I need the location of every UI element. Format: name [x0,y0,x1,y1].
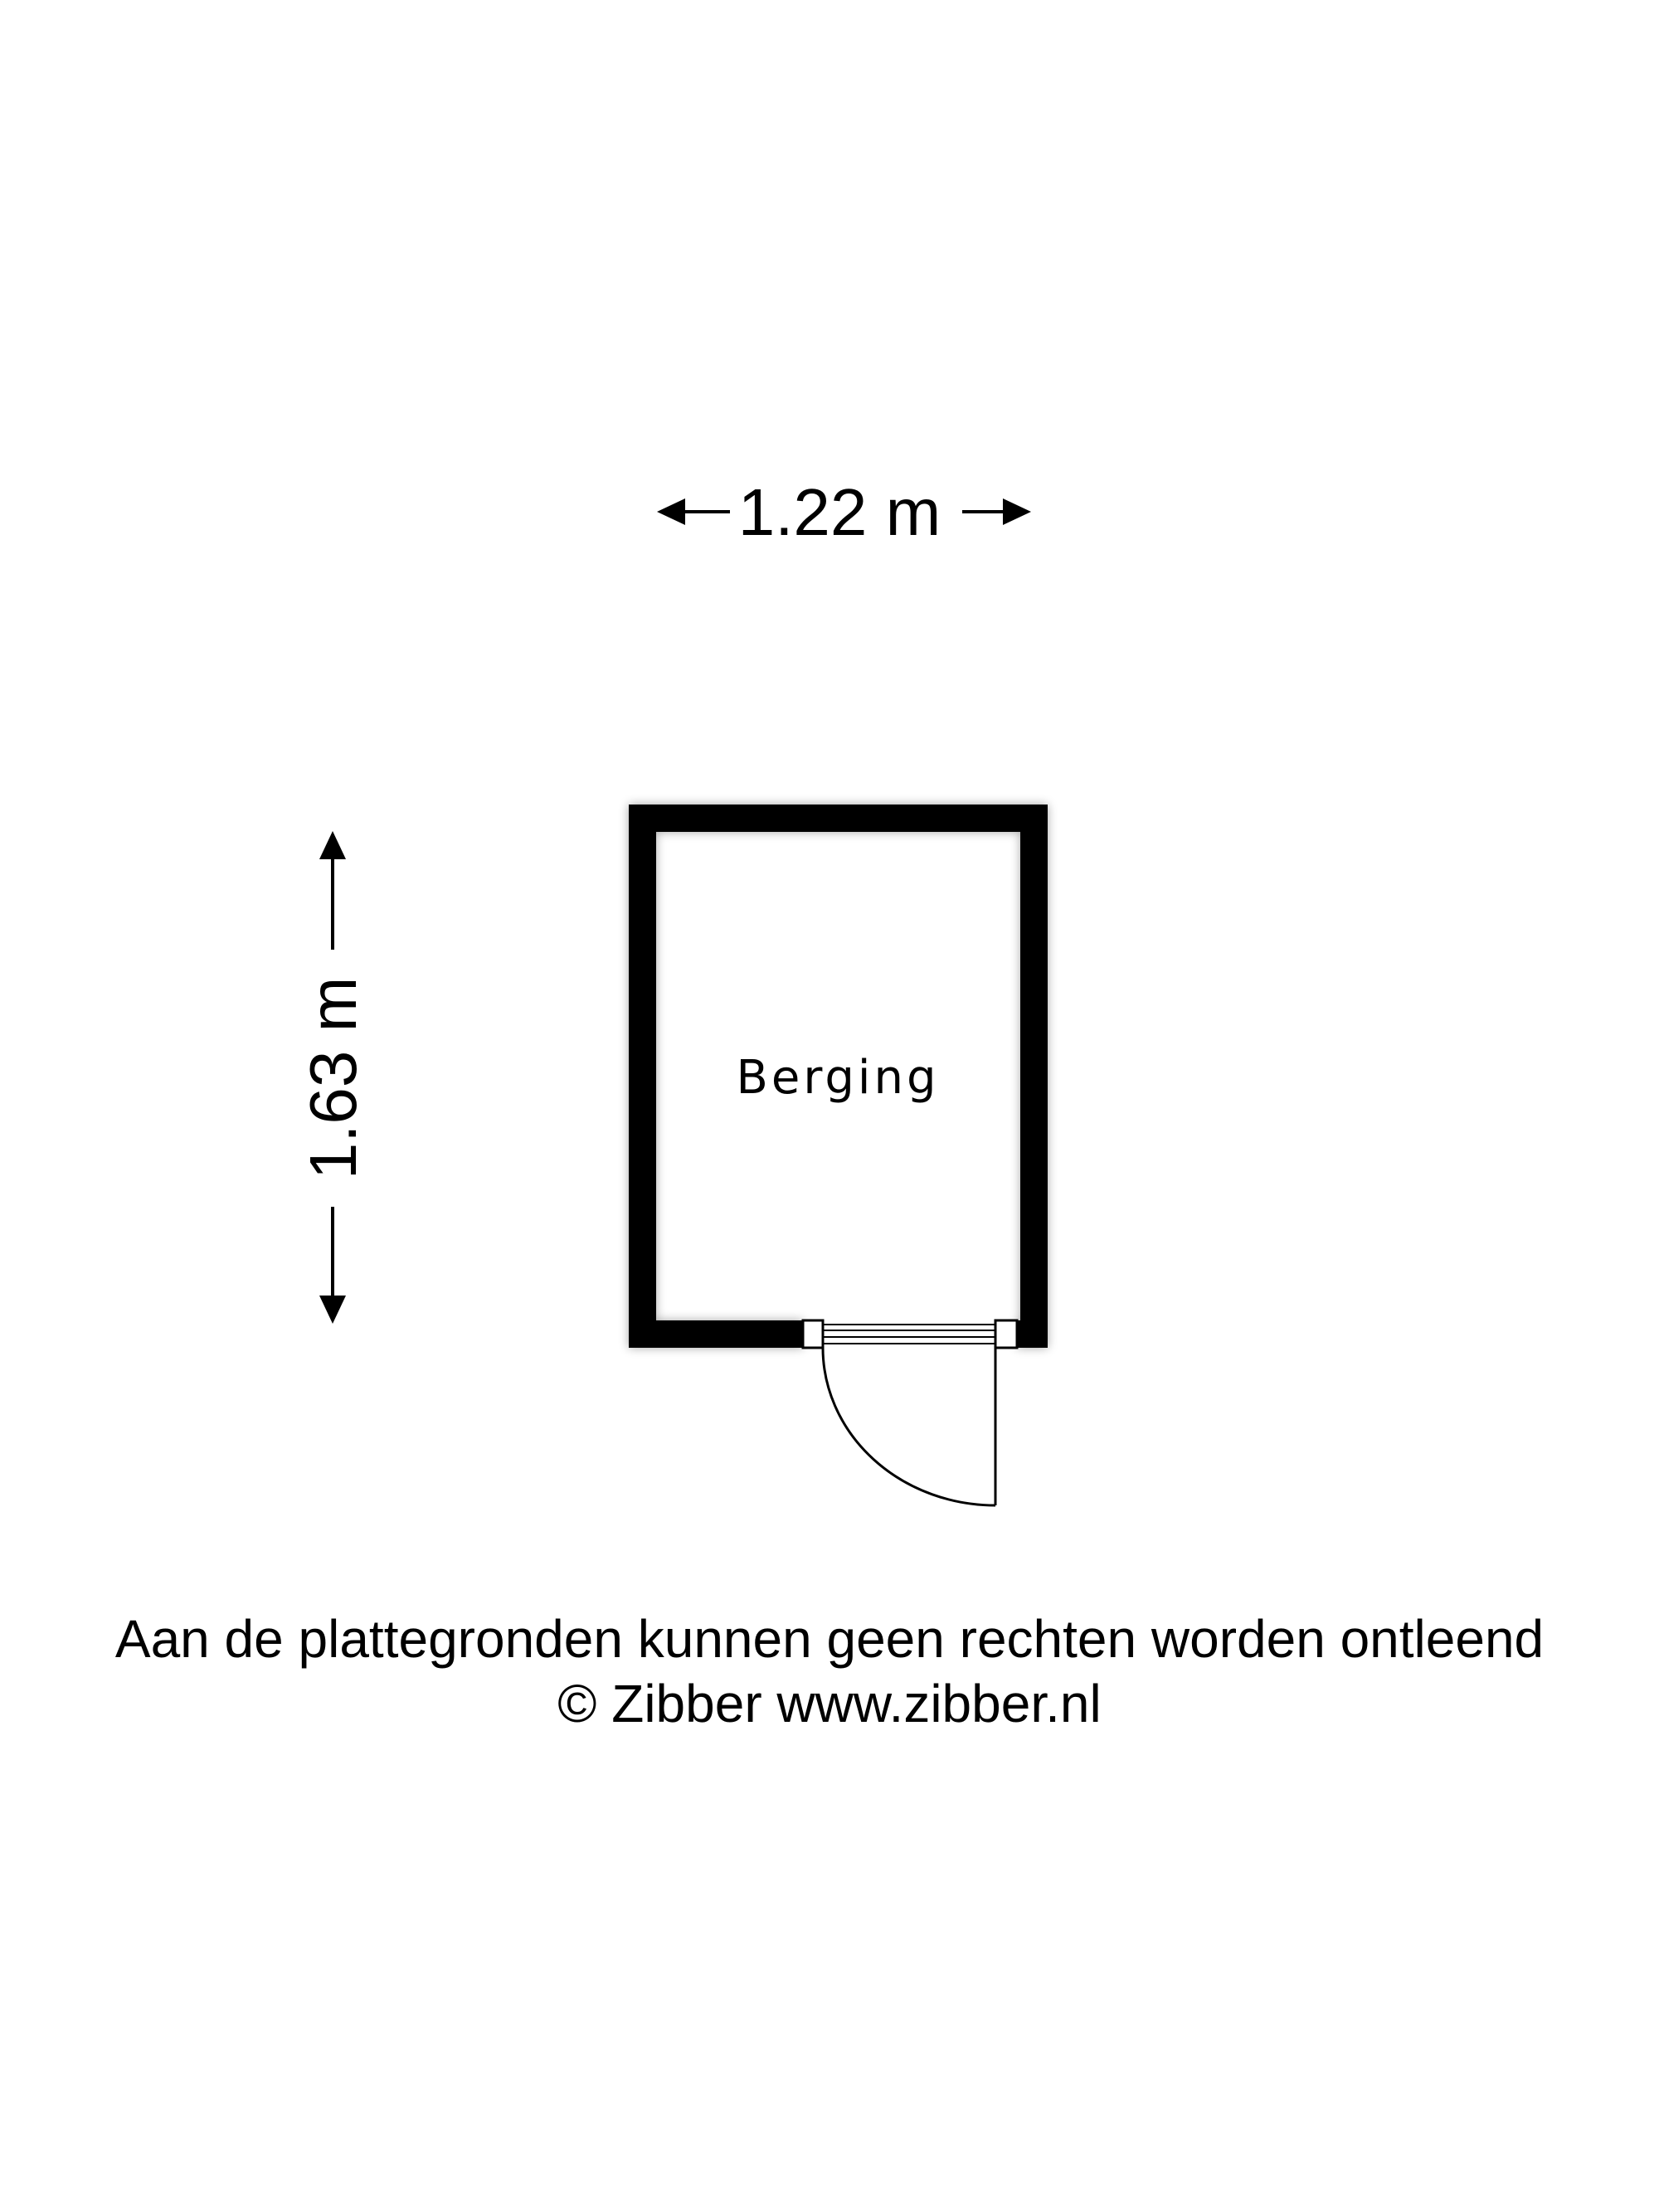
door-arc [823,1348,995,1505]
height-dimension-label: 1.63 m [296,976,370,1180]
wall-left [629,805,656,1348]
width-dimension [657,475,1031,549]
width-dimension-label: 1.22 m [737,475,941,549]
disclaimer-text: Aan de plattegronden kunnen geen rechten worden ontleend [114,1609,1545,1669]
wall-top [629,805,1048,832]
wall-bottom-left [629,1320,803,1348]
door-frame [803,1320,1017,1348]
wall-bottom-right [1017,1320,1048,1348]
wall-right [1020,805,1048,1348]
door-swing [823,1348,995,1505]
room-label-berging: Berging [736,1051,940,1105]
up-arrow-icon [319,831,346,950]
left-arrow-icon [657,498,730,525]
height-dimension [296,831,370,1324]
down-arrow-icon [319,1207,346,1324]
copyright-text: © Zibber www.zibber.nl [557,1674,1102,1733]
right-arrow-icon [962,498,1031,525]
